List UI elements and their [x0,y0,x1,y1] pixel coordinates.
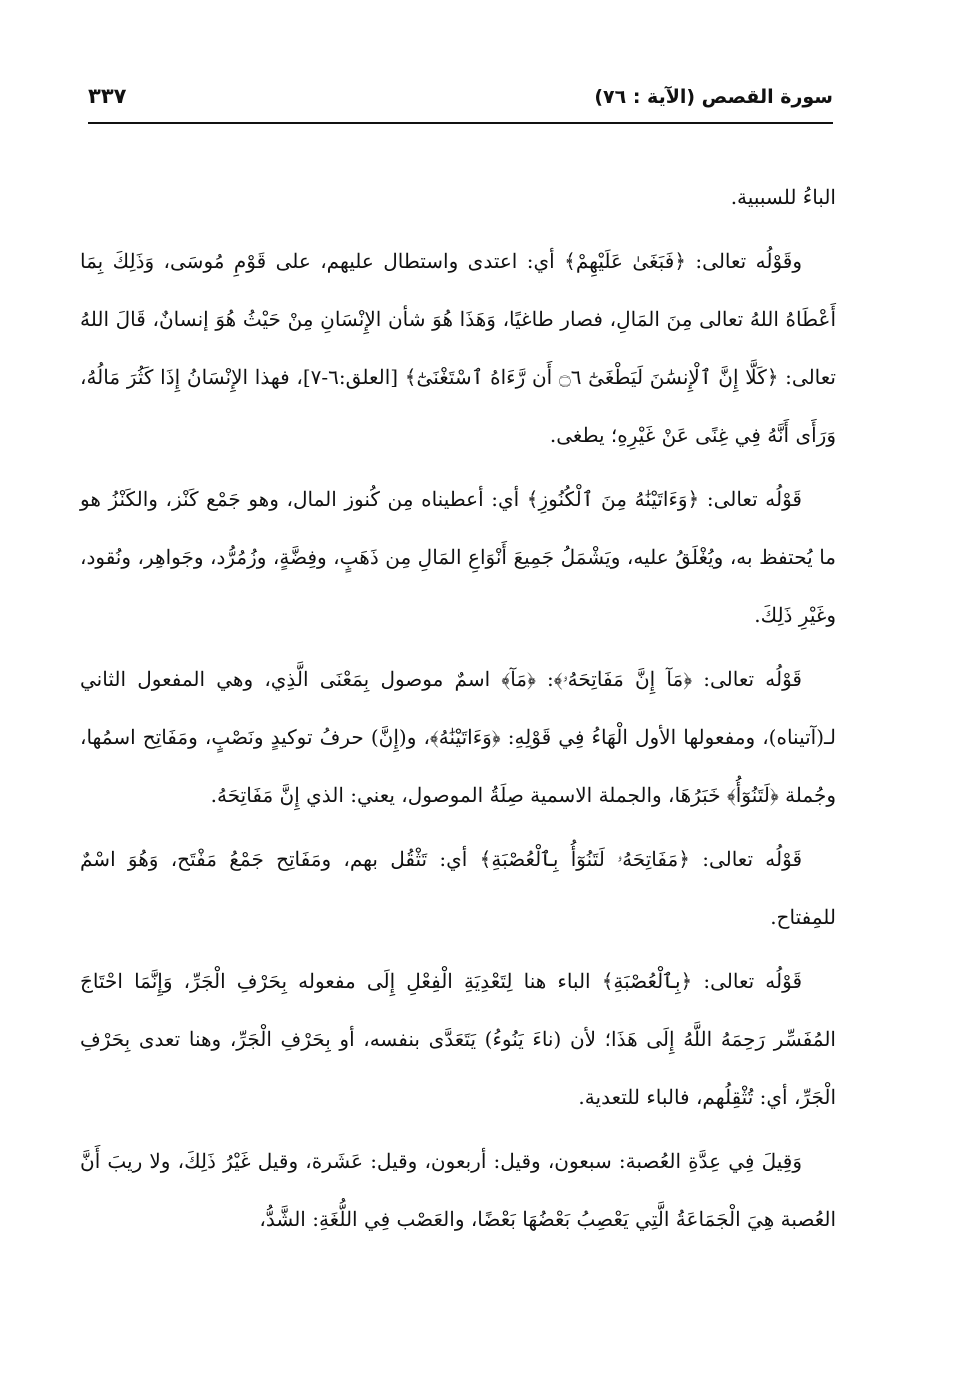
paragraph-5: قَوْلُه تعالى: ﴿مَفَاتِحَهُۥ لَتَنُوٓأُ بِٱلْعُصْبَةِ﴾ أي: تَثْقُل بهم، ومَفَاتِح جَمْعُ مَفْتَح، وَهُوَ اسْمٌ للمِفتاح. [80,847,836,929]
paragraph-1: الباءُ للسببية. [730,185,836,209]
header-divider [88,122,833,124]
paragraph-3: قَوْلُه تعالى: ﴿وَءَاتَيْنَٰهُ مِنَ ٱلْكُنُوزِ﴾ أي: أعطيناه مِن كُنوز المال، وهو جَمْع كَنْز، والكَنْزُ هو ما يُحتفظ به، ويُغْلَقُ عليه، ويَشْمَلُ جَمِيعَ أَنْوَاعِ المَالِ مِن ذَهَبٍ، وفِضَّةٍ، وزُمُرُّد، وجَواهِر، ونُقود، وغَيْرِ ذَلِكَ. [80,487,836,627]
paragraph-6: قَوْلُه تعالى: ﴿بِٱلْعُصْبَةِ﴾ الباء هنا لِتَعْدِيَةِ الْفِعْلِ إِلَى مفعوله بِحَرْفِ الْجَرِّ، وَإِنَّمَا احْتَاجَ المُفَسِّر رَحِمَهُ اللَّهُ إِلَى هَذَا؛ لأن (ناءَ يَنُوءُ) يَتَعَدَّى بنفسه، أو بِحَرْفِ الْجَرِّ، وهنا تعدى بِحَرْفِ الْجَرِّ، أي: تُثْقِلُهم، فالباء للتعدية. [80,969,836,1109]
surah-title: سورة القصص (الآية : ٧٦) [594,86,833,108]
page-body [80,168,836,1254]
paragraph-2: وقَوْلُه تعالى: ﴿فَبَغَىٰ عَلَيْهِمْ﴾ أي: اعتدى واستطال عليهم، على قَوْمِ مُوسَى، وَذَلِكَ بِمَا أَعْطَاهُ اللهُ تعالى مِنَ المَالِ، فصار طاغيًا، وَهَذَا هُوَ شأن الإِنْسَانِ مِنْ حَيْثُ هُوَ إنسانٌ، قَالَ اللهُ تعالى: ﴿كَلَّا إِنَّ ٱلْإِنسَٰنَ لَيَطْغَىٰٓ ۝٦ أَن رَّءَاهُ ٱسْتَغْنَىٰٓ﴾ [العلق:٦-٧]، فهذا الإِنْسَانُ إِذَا كَثُرَ مَالُهُ، وَرَأَى أَنَّهُ فِي غِنًى عَنْ غَيْرِهِ؛ يطغى. [80,249,836,447]
page-number: ٣٣٧ [88,84,127,108]
paragraph-7: وَقِيلَ فِي عِدَّةِ العُصبة: سبعون، وقيل: أربعون، وقيل: عَشَرة، وقيل غَيْرُ ذَلِكَ، ولا ريبَ أَنَّ العُصبة هِيَ الْجَمَاعَةُ الَّتِي يَعْصِبُ بَعْضُهَا بَعْضًا، والعَصْب فِي اللُّغَةِ: الشَّدُّ، [80,1149,836,1231]
paragraph-4: قَوْلُه تعالى: ﴿مَآ إِنَّ مَفَاتِحَهُۥ﴾: ﴿مَآ﴾ اسمٌ موصول بِمَعْنَى الَّذِي، وهي المفعول الثاني لـ(آتيناه)، ومفعولها الأول الْهَاءُ فِي قَوْلِهِ: ﴿وَءَاتَيْنَٰهُ﴾، و(إِنَّ) حرفُ توكيدٍ ونَصْبٍ، ومَفَاتِح اسمُها، وجُملة ﴿لَتَنُوٓأُ﴾ خَبَرُهَا، والجملة الاسمية صِلَةُ الموصول، يعني: الذي إِنَّ مَفَاتِحَهُ. [80,667,836,807]
page-header [88,78,833,122]
